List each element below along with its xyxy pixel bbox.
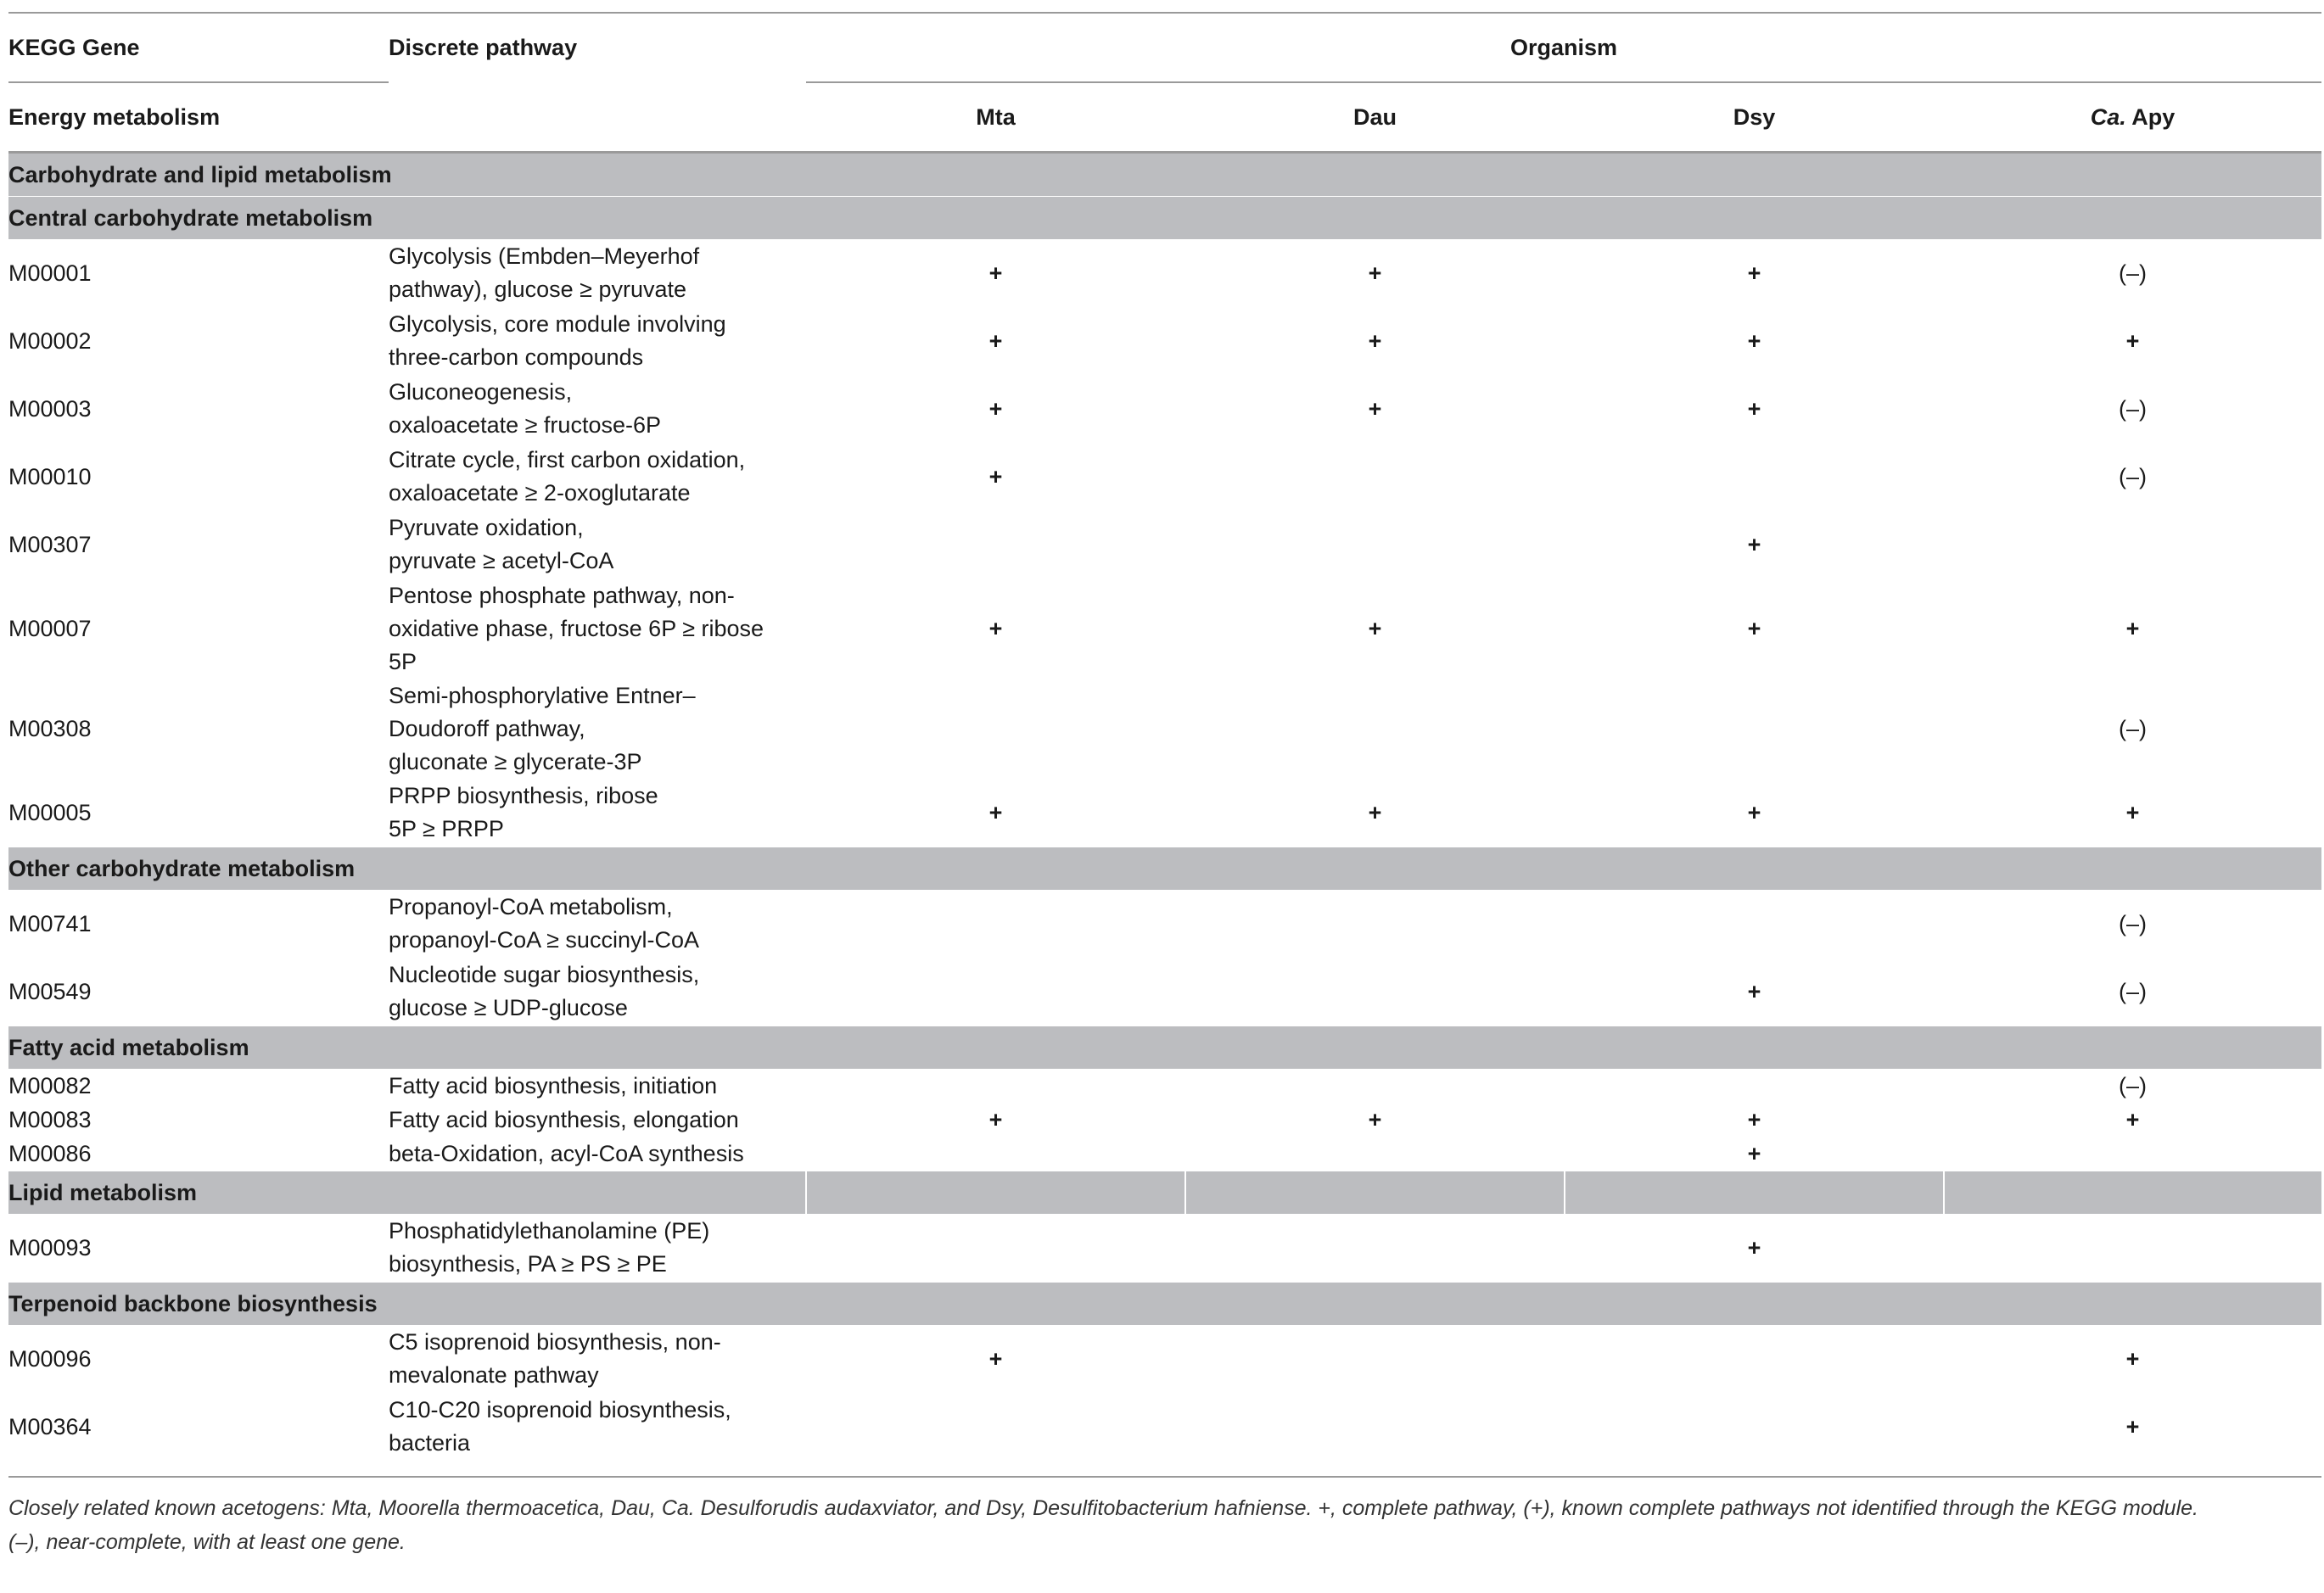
pathway-line-1: Glycolysis, core module involving <box>389 311 726 337</box>
kegg-gene-id: M00308 <box>8 715 92 741</box>
mark-dau: + <box>1368 327 1382 354</box>
kegg-gene-id: M00001 <box>8 260 92 286</box>
table-row <box>8 958 2321 1026</box>
pathway-description <box>389 1325 806 1393</box>
mark-apy: + <box>2125 1413 2140 1439</box>
table-row <box>8 579 2321 679</box>
table-row <box>8 1103 2321 1137</box>
header-row-1 <box>8 13 2321 82</box>
mark-mta: + <box>988 615 1003 641</box>
mark-mta: + <box>988 395 1003 422</box>
pathway-description <box>389 375 806 443</box>
kegg-gene-id: M00083 <box>8 1106 92 1132</box>
apy-suffix: Apy <box>2125 103 2176 130</box>
table-row <box>8 890 2321 958</box>
mark-apy: (–) <box>2119 715 2148 741</box>
table-row <box>8 1393 2321 1461</box>
mark-dsy <box>1565 1393 1944 1461</box>
col-header-organism: Organism <box>806 13 2321 82</box>
mark-dau <box>1185 511 1565 579</box>
mark-mta <box>806 1069 1185 1103</box>
col-header-blank <box>389 82 806 153</box>
pathway-description <box>389 307 806 375</box>
mark-dau <box>1185 1393 1565 1461</box>
pathway-line-2: oxaloacetate ≥ fructose-6P <box>389 412 661 438</box>
mark-apy <box>1944 1137 2321 1171</box>
pathway-line-2: three-carbon compounds <box>389 344 644 370</box>
table-footnote <box>8 1491 2316 1559</box>
footnote-line-2: (–), near-complete, with at least one gene. <box>8 1530 406 1554</box>
mark-mta <box>806 679 1185 779</box>
mark-dsy: + <box>1747 395 1761 422</box>
pathway-line-1: Citrate cycle, first carbon oxidation, <box>389 447 746 472</box>
pathway-description <box>389 239 806 307</box>
mark-dsy: + <box>1747 615 1761 641</box>
table-row <box>8 679 2321 779</box>
mark-dsy <box>1565 890 1944 958</box>
table-row <box>8 375 2321 443</box>
pathway-line-1: Fatty acid biosynthesis, elongation <box>389 1106 739 1132</box>
header-row-2 <box>8 82 2321 153</box>
pathway-table <box>8 12 2321 1478</box>
pathway-line-1: Pyruvate oxidation, <box>389 515 584 540</box>
mark-mta: + <box>988 1345 1003 1372</box>
mark-apy <box>1944 1214 2321 1283</box>
mark-dsy <box>1565 1325 1944 1393</box>
table-row <box>8 1069 2321 1103</box>
pathway-description <box>389 1069 806 1103</box>
mark-dau: + <box>1368 395 1382 422</box>
mark-mta <box>806 890 1185 958</box>
section-empty-cell <box>1185 1171 1565 1215</box>
mark-apy: (–) <box>2119 910 2148 936</box>
pathway-description <box>389 1393 806 1461</box>
col-header-dsy: Dsy <box>1565 82 1944 153</box>
mark-dau: + <box>1368 260 1382 286</box>
mark-mta: + <box>988 327 1003 354</box>
mark-dsy: + <box>1747 1140 1761 1166</box>
mark-dau: + <box>1368 799 1382 825</box>
section-label: Lipid metabolism <box>8 1171 806 1215</box>
pathway-line-2: bacteria <box>389 1430 471 1456</box>
pathway-line-1: PRPP biosynthesis, ribose <box>389 783 658 808</box>
pathway-description <box>389 779 806 847</box>
pathway-line-2: oxidative phase, fructose 6P ≥ ribose <box>389 615 764 641</box>
kegg-gene-id: M00003 <box>8 395 92 422</box>
section-label: Fatty acid metabolism <box>8 1026 2321 1070</box>
mark-mta <box>806 1214 1185 1283</box>
pathway-line-2: 5P ≥ PRPP <box>389 816 504 841</box>
kegg-gene-id: M00096 <box>8 1345 92 1372</box>
section-label: Central carbohydrate metabolism <box>8 197 2321 240</box>
mark-dsy <box>1565 443 1944 511</box>
mark-dsy: + <box>1747 531 1761 557</box>
mark-apy: + <box>2125 615 2140 641</box>
mark-dau <box>1185 1069 1565 1103</box>
pathway-line-1: Phosphatidylethanolamine (PE) <box>389 1218 710 1244</box>
kegg-gene-id: M00010 <box>8 463 92 489</box>
pathway-line-1: beta-Oxidation, acyl-CoA synthesis <box>389 1140 744 1166</box>
mark-apy: + <box>2125 799 2140 825</box>
col-header-kegg-gene: KEGG Gene <box>8 13 389 82</box>
table-row <box>8 239 2321 307</box>
table-row <box>8 1214 2321 1283</box>
mark-mta: + <box>988 1106 1003 1132</box>
pathway-line-2: biosynthesis, PA ≥ PS ≥ PE <box>389 1251 667 1277</box>
pathway-line-2: pathway), glucose ≥ pyruvate <box>389 277 686 302</box>
apy-prefix: Ca. <box>2090 103 2126 130</box>
kegg-gene-id: M00741 <box>8 910 92 936</box>
mark-apy: + <box>2125 327 2140 354</box>
mark-dau <box>1185 1137 1565 1171</box>
mark-dsy: + <box>1747 799 1761 825</box>
col-header-energy-metabolism: Energy metabolism <box>8 82 389 153</box>
kegg-gene-id: M00007 <box>8 615 92 641</box>
section-row <box>8 1026 2321 1070</box>
pathway-line-2: Doudoroff pathway, <box>389 715 585 741</box>
pathway-line-2: glucose ≥ UDP-glucose <box>389 995 628 1020</box>
pathway-line-2: pyruvate ≥ acetyl-CoA <box>389 548 614 573</box>
mark-dsy: + <box>1747 260 1761 286</box>
mark-apy: (–) <box>2119 463 2148 489</box>
pathway-description <box>389 1103 806 1137</box>
kegg-gene-id: M00005 <box>8 799 92 825</box>
pathway-line-1: Fatty acid biosynthesis, initiation <box>389 1072 718 1098</box>
col-header-apy <box>1944 82 2321 153</box>
table-row <box>8 443 2321 511</box>
mark-dsy: + <box>1747 1106 1761 1132</box>
pathway-description <box>389 579 806 679</box>
mark-dau: + <box>1368 615 1382 641</box>
pathway-line-1: Nucleotide sugar biosynthesis, <box>389 962 700 987</box>
section-row <box>8 153 2321 197</box>
mark-mta <box>806 1393 1185 1461</box>
mark-dsy: + <box>1747 978 1761 1004</box>
kegg-gene-id: M00549 <box>8 978 92 1004</box>
mark-dsy: + <box>1747 1234 1761 1260</box>
pathway-description <box>389 511 806 579</box>
pathway-line-1: Glycolysis (Embden–Meyerhof <box>389 243 700 269</box>
pathway-description <box>389 1214 806 1283</box>
section-label: Carbohydrate and lipid metabolism <box>8 153 2321 197</box>
section-label: Terpenoid backbone biosynthesis <box>8 1283 2321 1326</box>
section-row <box>8 197 2321 240</box>
section-empty-cell <box>1565 1171 1944 1215</box>
mark-apy: + <box>2125 1345 2140 1372</box>
mark-apy: (–) <box>2119 1072 2148 1098</box>
mark-dau <box>1185 890 1565 958</box>
pathway-description <box>389 958 806 1026</box>
pathway-description <box>389 1137 806 1171</box>
section-row <box>8 1283 2321 1326</box>
mark-dau <box>1185 1214 1565 1283</box>
table-row <box>8 307 2321 375</box>
table-row <box>8 1137 2321 1171</box>
mark-apy: (–) <box>2119 395 2148 422</box>
col-header-mta: Mta <box>806 82 1185 153</box>
pathway-line-3: 5P <box>389 648 417 674</box>
mark-dsy <box>1565 679 1944 779</box>
pathway-line-1: Propanoyl-CoA metabolism, <box>389 894 673 919</box>
pathway-line-1: Semi-phosphorylative Entner– <box>389 682 696 708</box>
footnote-line-1: Closely related known acetogens: Mta, Moorella thermoacetica, Dau, Ca. Desulforudis audaxviator, and Dsy, Desulfitobacterium hafniense. +, complete pathway, (+), known complete pathways not identified through the KEGG module. <box>8 1496 2198 1520</box>
mark-mta <box>806 1137 1185 1171</box>
mark-mta: + <box>988 463 1003 489</box>
mark-mta <box>806 958 1185 1026</box>
mark-apy <box>1944 511 2321 579</box>
mark-dsy: + <box>1747 327 1761 354</box>
pathway-line-2: propanoyl-CoA ≥ succinyl-CoA <box>389 927 699 953</box>
kegg-gene-id: M00307 <box>8 531 92 557</box>
mark-mta: + <box>988 260 1003 286</box>
section-row <box>8 847 2321 891</box>
pathway-line-1: C5 isoprenoid biosynthesis, non- <box>389 1329 721 1355</box>
pathway-line-1: Pentose phosphate pathway, non- <box>389 582 735 608</box>
mark-dau: + <box>1368 1106 1382 1132</box>
col-header-discrete-pathway: Discrete pathway <box>389 35 578 60</box>
pathway-description <box>389 679 806 779</box>
mark-dau <box>1185 958 1565 1026</box>
col-header-dau: Dau <box>1185 82 1565 153</box>
kegg-gene-id: M00002 <box>8 327 92 354</box>
kegg-gene-id: M00086 <box>8 1140 92 1166</box>
pathway-line-2: oxaloacetate ≥ 2-oxoglutarate <box>389 480 691 506</box>
kegg-gene-id: M00364 <box>8 1413 92 1439</box>
section-label: Other carbohydrate metabolism <box>8 847 2321 891</box>
mark-dau <box>1185 443 1565 511</box>
pathway-description <box>389 890 806 958</box>
pathway-line-2: mevalonate pathway <box>389 1362 599 1388</box>
pathway-line-1: C10-C20 isoprenoid biosynthesis, <box>389 1397 731 1423</box>
mark-dau <box>1185 1325 1565 1393</box>
section-empty-cell <box>806 1171 1185 1215</box>
mark-mta <box>806 511 1185 579</box>
mark-mta: + <box>988 799 1003 825</box>
kegg-gene-id: M00082 <box>8 1072 92 1098</box>
section-empty-cell <box>1944 1171 2321 1215</box>
section-row <box>8 1171 2321 1215</box>
table-row <box>8 779 2321 847</box>
mark-dsy <box>1565 1069 1944 1103</box>
table-row <box>8 511 2321 579</box>
pathway-description <box>389 443 806 511</box>
table-bottom-rule <box>8 1461 2321 1477</box>
pathway-line-3: gluconate ≥ glycerate-3P <box>389 748 642 774</box>
mark-apy: (–) <box>2119 978 2148 1004</box>
mark-apy: (–) <box>2119 260 2148 286</box>
kegg-gene-id: M00093 <box>8 1234 92 1260</box>
table-row <box>8 1325 2321 1393</box>
pathway-line-1: Gluconeogenesis, <box>389 379 573 405</box>
mark-dau <box>1185 679 1565 779</box>
mark-apy: + <box>2125 1106 2140 1132</box>
